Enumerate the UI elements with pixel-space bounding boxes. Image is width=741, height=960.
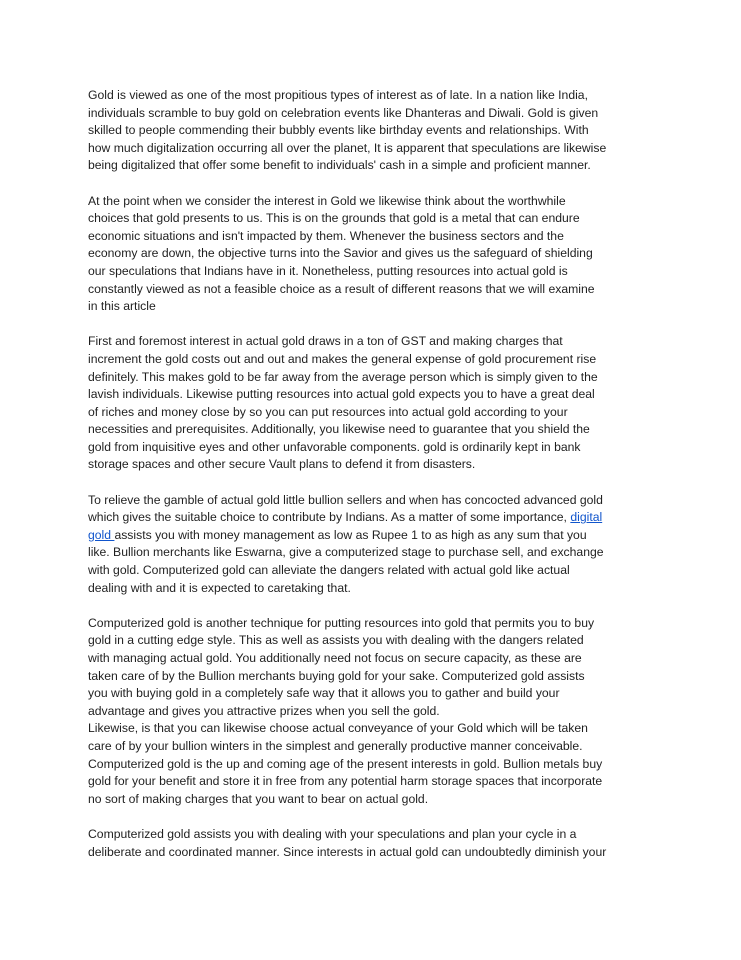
text-line: with managing actual gold. You additionally need not focus on secure capacity, as these are (88, 651, 582, 665)
text-line: gold in a cutting edge style. This as well as assists you with dealing with the dangers related (88, 633, 584, 648)
text-line (88, 509, 658, 527)
text-line: First and foremost interest in actual gold draws in a ton of GST and making charges that (88, 334, 563, 349)
text-line: increment the gold costs out and out and makes the general expense of gold procurement rise (88, 351, 597, 366)
text-line: dealing with and it is expected to caretaking that. (88, 580, 351, 595)
document-body (88, 87, 658, 861)
text-line: economic situations and isn't impacted by them. Whenever the business sectors and the (88, 228, 564, 243)
text-line: with gold. Computerized gold can alleviate the dangers related with actual gold like actual (88, 563, 570, 578)
text-line: lavish individuals. Likewise putting resources into actual gold expects you to have a great deal (88, 387, 595, 402)
text-line: Likewise, is that you can likewise choose actual conveyance of your Gold which will be taken (88, 721, 588, 736)
text-line: gold for your benefit and store it in free from any potential harm storage spaces that incorporate (88, 774, 603, 789)
text-line: like. Bullion merchants like Eswarna, give a computerized stage to purchase sell, and exchange (88, 545, 604, 560)
text-line: Computerized gold is the up and coming age of the present interests in gold. Bullion metals buy (88, 756, 603, 771)
text-line: skilled to people commending their bubbly events like birthday events and relationships. With (88, 123, 589, 138)
text-line: advantage and gives you attractive prizes when you sell the gold. (88, 703, 440, 718)
text-line: To relieve the gamble of actual gold little bullion sellers and when has concocted advanced gold (88, 492, 603, 507)
text-line: being digitalized that offer some benefit to individuals' cash in a simple and proficient manner. (88, 158, 591, 173)
paragraph-gap (88, 474, 658, 492)
digital-gold-link[interactable]: digital (570, 510, 603, 525)
paragraph-gap (88, 316, 658, 334)
text-line: care of by your bullion winters in the simplest and generally productive manner conceivable. (88, 738, 583, 753)
text-line: At the point when we consider the interest in Gold we likewise think about the worthwhile (88, 193, 566, 208)
paragraph-6 (88, 826, 658, 861)
text-line: of riches and money close by so you can put resources into actual gold according to your (88, 404, 568, 419)
digital-gold-link-continued[interactable]: gold (88, 527, 115, 542)
text-segment: which gives the suitable choice to contribute by Indians. As a matter of some importance, (88, 510, 571, 525)
text-segment: assists you with money management as low as Rupee 1 to as high as any sum that you (114, 527, 587, 542)
paragraph-2 (88, 193, 658, 316)
paragraph-4 (88, 492, 658, 598)
paragraph-1 (88, 87, 658, 175)
text-line: Gold is viewed as one of the most propitious types of interest as of late. In a nation like India, (88, 88, 588, 102)
paragraph-gap (88, 597, 658, 615)
paragraph-gap (88, 175, 658, 193)
text-line: taken care of by the Bullion merchants buying gold for your sake. Computerized gold assists (88, 668, 585, 683)
text-line: economy are down, the objective turns into the Savior and gives us the safeguard of shielding (88, 246, 593, 261)
text-line: choices that gold presents to us. This is on the grounds that gold is a metal that can endure (88, 211, 580, 226)
text-line: deliberate and coordinated manner. Since interests in actual gold can undoubtedly diminish your (88, 844, 607, 859)
text-line: Computerized gold assists you with dealing with your speculations and plan your cycle in a (88, 826, 577, 841)
text-line: Computerized gold is another technique for putting resources into gold that permits you to buy (88, 615, 595, 630)
text-line: storage spaces and other secure Vault plans to defend it from disasters. (88, 457, 476, 472)
text-line: how much digitalization occurring all over the planet, It is apparent that speculations are likewise (88, 140, 607, 155)
paragraph-3 (88, 333, 658, 474)
text-line (88, 527, 658, 545)
paragraph-5 (88, 615, 658, 809)
text-line: gold from inquisitive eyes and other unfavorable components. gold is ordinarily kept in bank (88, 439, 581, 454)
paragraph-gap (88, 808, 658, 826)
text-line: definitely. This makes gold to be far away from the average person which is simply given to the (88, 369, 598, 384)
text-line: our speculations that Indians have in it. Nonetheless, putting resources into actual gold is (88, 263, 568, 278)
text-line: necessities and prerequisites. Additionally, you likewise need to guarantee that you shield the (88, 422, 590, 437)
text-line: no sort of making charges that you want to bear on actual gold. (88, 791, 429, 806)
text-line: in this article (88, 299, 156, 314)
text-line: you with buying gold in a completely safe way that it allows you to gather and build your (88, 686, 560, 701)
text-line: constantly viewed as not a feasible choice as a result of different reasons that we will examine (88, 281, 595, 296)
text-line: individuals scramble to buy gold on celebration events like Dhanteras and Diwali. Gold is given (88, 105, 599, 120)
